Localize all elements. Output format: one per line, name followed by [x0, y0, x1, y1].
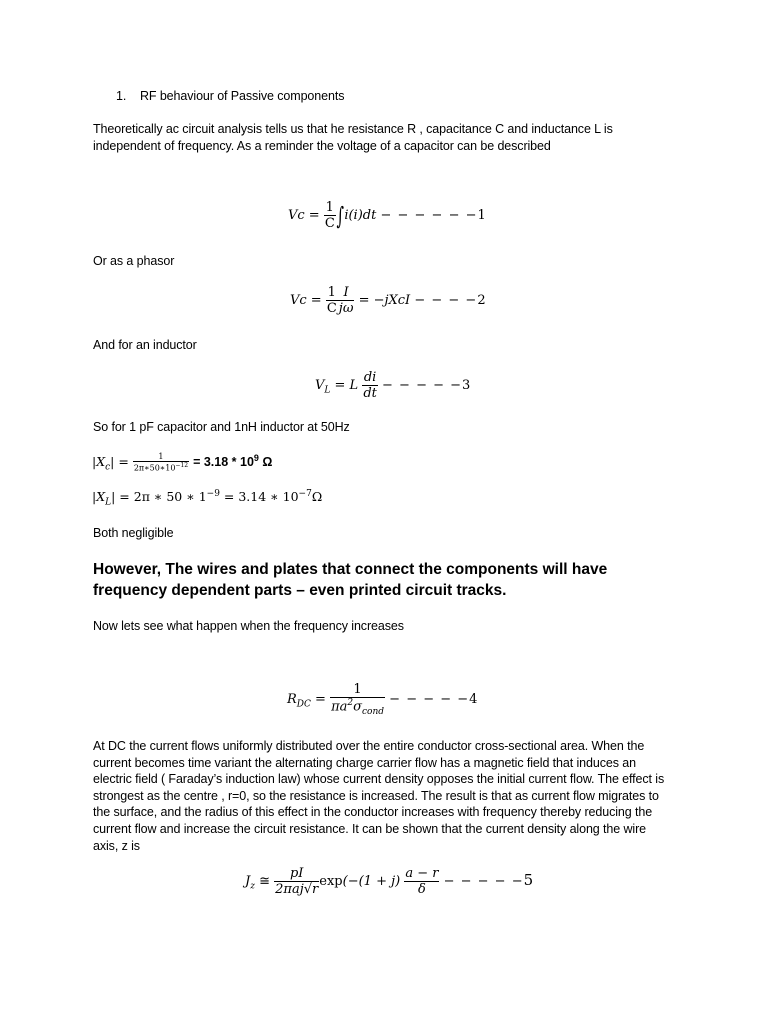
eq2-denominator-1: C — [326, 301, 337, 316]
eq5-lhs: $J_z$ — [245, 874, 255, 892]
eq4-denominator: $\pi a^2\sigma_{cond}$ — [331, 698, 385, 717]
integral-symbol: ∫ — [336, 201, 344, 230]
eq2-fraction-1 — [326, 285, 338, 316]
eq1-lhs: Vc = — [288, 208, 320, 223]
intro-paragraph: Theoretically ac circuit analysis tells us that he resistance R , capacitance C and inductance L is independent of frequency. As a reminder the voltage of a capacitor can be described — [93, 122, 613, 153]
eq1-fraction — [324, 200, 336, 231]
eq5-fraction-1 — [274, 866, 319, 897]
eq3-equals: = L — [334, 378, 359, 393]
eq2-dashes: − − − − — [414, 293, 478, 308]
eq3-number: 3 — [462, 378, 471, 393]
eq2-numerator-1: 1 — [327, 285, 336, 300]
eq5-fraction-2 — [404, 866, 439, 897]
eq3-fraction — [362, 370, 378, 401]
eq2-fraction-2 — [338, 285, 355, 316]
bold-statement: However, The wires and plates that connect the components will have frequency dependent parts – even printed circuit tracks. — [93, 561, 608, 599]
eq4-fraction — [330, 682, 385, 717]
xc-fraction — [133, 452, 189, 473]
eq3-lhs: $V_L$ — [315, 378, 331, 396]
eq2-rhs: = −jXcI — [358, 293, 411, 308]
eq3-dashes: − − − − − — [382, 378, 463, 393]
eq5-denominator-1: 2πaj√r — [275, 882, 319, 897]
eq1-dashes: − − − − − − — [380, 208, 478, 223]
eq3-denominator: dt — [363, 386, 377, 401]
xc-result: = $3.18 * 10^9$ Ω — [193, 452, 273, 469]
section-title: RF behaviour of Passive components — [140, 89, 345, 103]
xc-equation: $|X_c|$ = $\frac{1}{2\pi∗50∗10^{-12}}$ = $3.18 * 10^9$ Ω — [92, 452, 273, 473]
eq5-numerator-1: pI — [274, 866, 319, 882]
eq4-numerator: 1 — [330, 682, 385, 698]
xc-denominator: $2\pi∗50∗10^{-12}$ — [133, 462, 189, 473]
equation-5: $J_z$ ≅ $\frac{pI}{\text{2πaj√r}}$ exp(−(1 + j) $\frac{a - r}{\delta}$ − − − − −5 — [245, 866, 534, 897]
equation-1 — [288, 200, 486, 231]
equation-2 — [290, 285, 486, 316]
section-number: 1. — [116, 89, 127, 103]
eq1-denominator: C — [324, 216, 335, 231]
eq1-numerator: 1 — [325, 200, 334, 215]
eq3-numerator: di — [363, 370, 377, 385]
eq1-rhs: i(i)dt — [344, 208, 377, 223]
phasor-label: Or as a phasor — [93, 254, 175, 268]
eq2-number: 2 — [477, 293, 486, 308]
eq2-lhs: Vc = — [290, 293, 322, 308]
skin-effect-paragraph: At DC the current flows uniformly distributed over the entire conductor cross-sectional area. When the current becomes time variant the alternating charge carrier flow has a magnetic field that induces an electric field ( Faraday’s induction law) whose current density opposes the initial current flow. The effect is strongest as the centre , r=0, so the resistance is increased. The result is that as current flow migrates to the surface, and the radius of this effect in the conductor increases with frequency thereby reducing the current flow and increase the circuit resistance. It can be shown that the current density along the wire axis, z is — [93, 739, 665, 853]
eq5-number: 5 — [523, 871, 534, 889]
eq5-denominator-2: δ — [417, 882, 426, 897]
xc-numerator: 1 — [133, 452, 189, 462]
negligible-note: Both negligible — [93, 526, 174, 540]
frequency-label: Now lets see what happen when the frequency increases — [93, 619, 404, 633]
eq1-number: 1 — [477, 208, 486, 223]
xl-equation: $|X_L| = 2\pi$ ∗ 50 ∗ $1^{-9} = 3.14$ ∗ $10^{-7}\Omega$ — [92, 489, 323, 508]
inductor-label: And for an inductor — [93, 338, 197, 352]
eq2-denominator-2: jω — [338, 301, 354, 316]
eq5-numerator-2: a − r — [405, 866, 439, 881]
example-label: So for 1 pF capacitor and 1nH inductor at 50Hz — [93, 420, 350, 434]
eq4-lhs: $R_{DC}$ — [287, 691, 311, 710]
equation-4: $R_{DC}$ = $\frac{1}{\pi a^2\sigma_{cond}}$ − − − − −4 — [287, 682, 478, 717]
eq4-dashes: − − − − − — [389, 691, 470, 707]
equation-3 — [315, 370, 470, 401]
eq5-dashes: − − − − − — [443, 874, 524, 889]
eq4-number: 4 — [469, 691, 478, 707]
eq2-numerator-2: I — [338, 285, 355, 301]
